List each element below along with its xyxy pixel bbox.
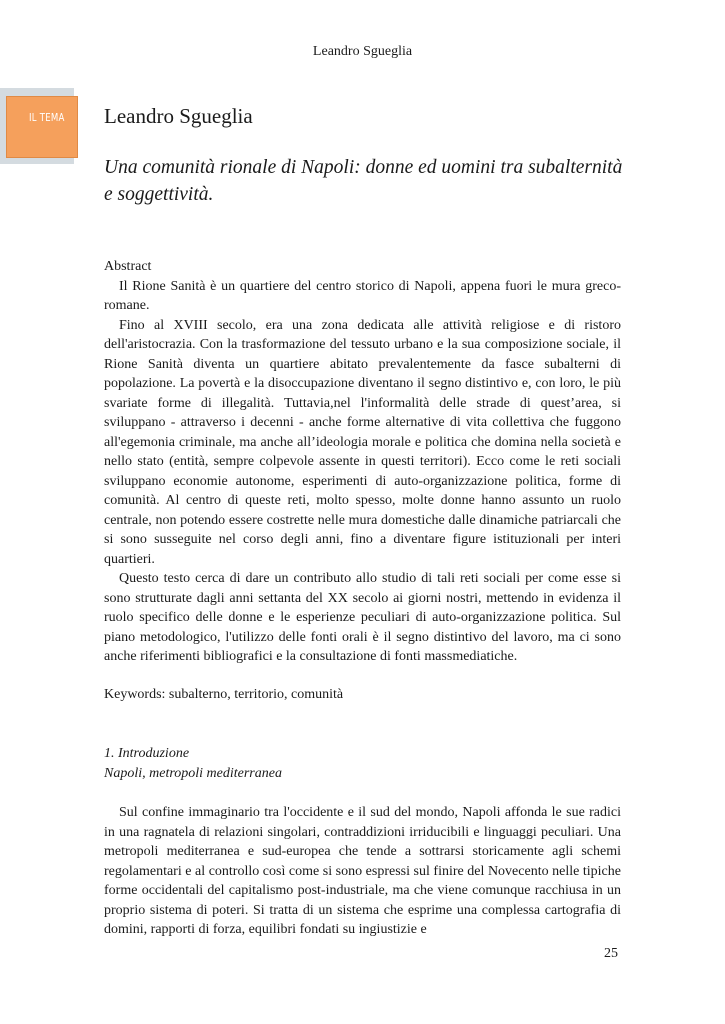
- article-title: Una comunità rionale di Napoli: donne ed uomini tra subalternità e soggettività.: [104, 157, 623, 205]
- section-heading: 1. Introduzione: [104, 746, 190, 761]
- abstract-paragraph: Questo testo cerca di dare un contributo allo studio di tali reti sociali per come esse si sono strutturate dagli anni settanta del XX secolo ai giorni nostri, mettendo in evidenza il ruolo specifico delle donne e le esperienze peculiari di auto-organizzazione politica. Sul piano metodologico, l'utilizzo delle fonti orali è il segno distintivo del lavoro, ma ci sono anche riferimenti bibliografici e la consultazione di fonti massmediatiche.: [104, 571, 621, 664]
- keywords: Keywords: subalterno, territorio, comunità: [104, 687, 344, 702]
- section-tab: [6, 96, 78, 158]
- article-author: Leandro Sgueglia: [104, 104, 253, 128]
- section-heading-block: [104, 744, 282, 784]
- running-head: Leandro Sgueglia: [312, 44, 413, 59]
- page-number: 25: [604, 946, 618, 961]
- abstract-paragraph: Il Rione Sanità è un quartiere del centro storico di Napoli, appena fuori le mura greco-romane.: [104, 278, 621, 313]
- intro-section: [104, 803, 621, 940]
- abstract-paragraph: Fino al XVIII secolo, era una zona dedicata alle attività religiose e di ristoro dell'aristocrazia. Con la trasformazione del tessuto urbano e la sua composizione sociale, il Rione Sanità diventa un quartiere abitato prevalentemente da fasce subalterni di popolazione. La povertà e la disoccupazione diventano il segno distintivo e, con loro, le più svariate forme di illegalità. Tuttavia,nel l'informalità delle strade di quest’area, si sviluppano - attraverso i decenni - anche forme alternative di vita collettiva che fuggono all'egemonia criminale, ma anche all’ideologia morale e politica che domina nella società e nello stato (entità, sempre colpevole assente in questi territori). Ecco come le reti sociali sviluppano economie autonome, esperimenti di auto-organizzazione politica, forme di comunità. Al centro di queste reti, molto spesso, molte donne hanno assunto un ruolo centrale, non potendo essere costrette nelle mura domestiche dalle dinamiche patriarcali che si sono susseguite nel corso degli anni, fino a diventare figure istituzionali per interi quartieri.: [104, 317, 621, 567]
- intro-paragraph: Sul confine immaginario tra l'occidente e il sud del mondo, Napoli affonda le sue radici in una ragnatela di relazioni singolari, contraddizioni irriducibili e linguaggi peculiari. Una metropoli mediterranea e sud-europea che tende a sottrarsi storicamente agli schemi regolamentari e al controllo così come si sono espressi sul finire del Novecento nelle tipiche forme occidentali del capitalismo post-industriale, ma che viene comunque racchiusa in un proprio sistema di poteri. Si tratta di un sistema che esprime una complessa cartografia di domini, rapporti di forza, equilibri fondati su ingiustizie e: [104, 805, 621, 937]
- section-subheading: Napoli, metropoli mediterranea: [104, 766, 282, 781]
- abstract-section: [104, 257, 621, 667]
- section-tab-label: IL TEMA: [29, 111, 65, 124]
- abstract-heading: Abstract: [104, 259, 152, 274]
